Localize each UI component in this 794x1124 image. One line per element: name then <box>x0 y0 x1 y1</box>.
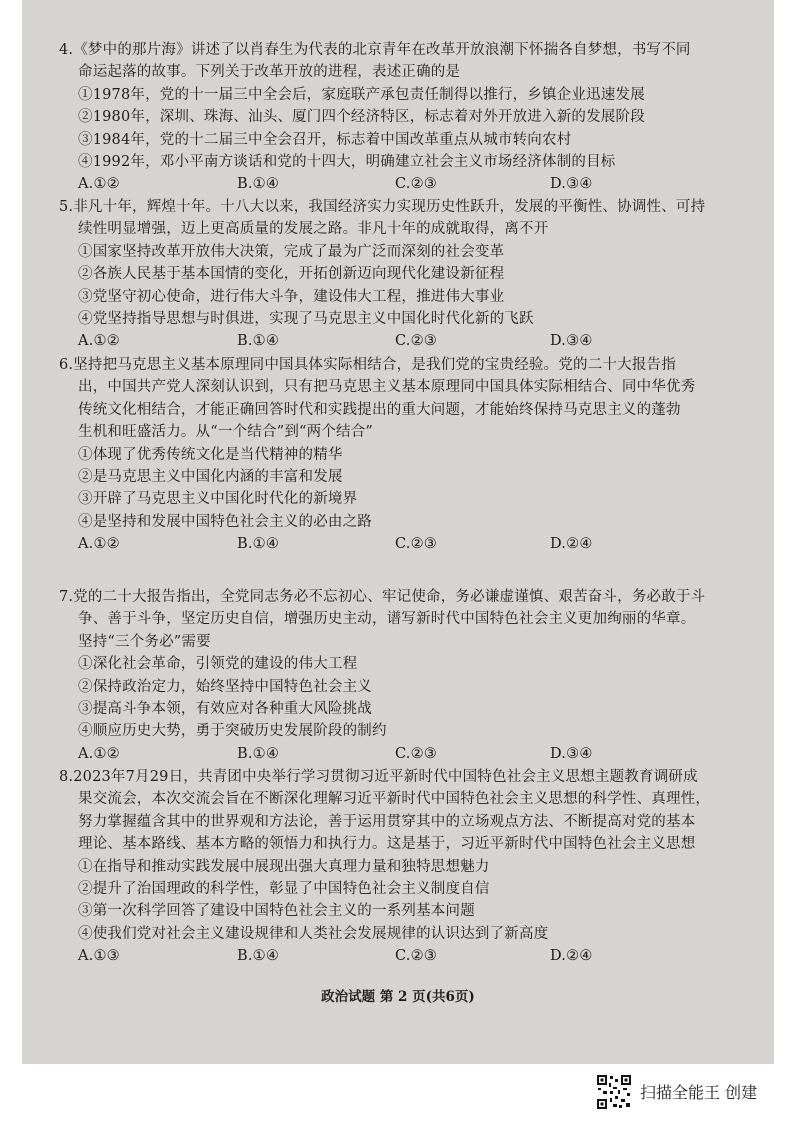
exam-page <box>22 0 774 1064</box>
statement-2: ②各族人民基于基本国情的变化，开拓创新迈向现代化建设新征程 <box>78 266 505 283</box>
question-stem-line: 4.《梦中的那片海》讲述了以肖春生为代表的北京青年在改革开放浪潮下怀揣各自梦想，书写不同 <box>59 42 691 58</box>
question-stem-line: 坚持“三个务必”需要 <box>78 633 211 650</box>
option-c: C.②③ <box>395 745 437 762</box>
question-4 <box>59 39 739 196</box>
question-8 <box>59 766 739 968</box>
option-b: B.①④ <box>237 536 280 553</box>
answer-options <box>59 743 739 765</box>
question-stem-line: 传统文化相结合，才能正确回答时代和实践提出的重大问题，才能始终保持马克思主义的蓬勃 <box>78 401 681 418</box>
statement-1: ①在指导和推动实践发展中展现出强大真理力量和独特思想魅力 <box>78 858 490 875</box>
option-b: B.①④ <box>237 176 280 193</box>
option-d: D.②④ <box>550 948 593 965</box>
question-stem-line: 果交流会，本次交流会旨在不断深化理解习近平新时代中国特色社会主义思想的科学性、真理性， <box>78 791 711 808</box>
statement-3: ③1984年，党的十二届三中全会召开，标志着中国改革重点从城市转向农村 <box>78 131 572 148</box>
option-c: C.②③ <box>395 536 437 553</box>
option-a: A.①③ <box>78 948 120 965</box>
statement-3: ③第一次科学回答了建设中国特色社会主义的一系列基本问题 <box>78 903 475 920</box>
question-stem-line: 出，中国共产党人深刻认识到，只有把马克思主义基本原理同中国具体实际相结合、同中华优秀 <box>78 379 696 396</box>
statement-1: ①深化社会革命，引领党的建设的伟大工程 <box>78 656 358 673</box>
scanner-watermark: 扫描全能王 创建 <box>640 1083 758 1102</box>
statement-3: ③开辟了马克思主义中国化时代化的新境界 <box>78 491 358 508</box>
statement-4: ④使我们党对社会主义建设规律和人类社会发展规律的认识达到了新高度 <box>78 925 549 942</box>
statement-4: ④1992年，邓小平南方谈话和党的十四大，明确建立社会主义市场经济体制的目标 <box>78 153 616 170</box>
option-b: B.①④ <box>237 333 280 350</box>
question-stem-line: 理论、基本路线、基本方略的领悟力和执行力。这是基于，习近平新时代中国特色社会主义思想 <box>78 836 696 853</box>
option-d: D.③④ <box>550 333 593 350</box>
question-stem-line: 生机和旺盛活力。从“一个结合”到“两个结合” <box>78 424 374 441</box>
page-footer: 政治试题 第 2 页(共6页) <box>321 989 475 1005</box>
option-d: D.③④ <box>550 176 593 193</box>
option-a: A.①② <box>78 176 120 193</box>
question-5 <box>59 196 739 353</box>
question-stem-line: 7.党的二十大报告指出，全党同志务必不忘初心、牢记使命，务必谦虚谨慎、艰苦奋斗，务必敢于斗 <box>59 589 706 605</box>
statement-4: ④是坚持和发展中国特色社会主义的必由之路 <box>78 513 372 530</box>
question-6 <box>59 354 739 556</box>
statement-1: ①1978年，党的十一届三中全会后，家庭联产承包责任制得以推行，乡镇企业迅速发展 <box>78 86 645 103</box>
qr-code-icon <box>596 1074 632 1110</box>
statement-3: ③党坚守初心使命，进行伟大斗争，建设伟大工程，推进伟大事业 <box>78 288 505 305</box>
option-a: A.①② <box>78 333 120 350</box>
option-c: C.②③ <box>395 948 437 965</box>
statement-2: ②是马克思主义中国化内涵的丰富和发展 <box>78 468 343 485</box>
option-b: B.①④ <box>237 745 280 762</box>
question-7 <box>59 586 739 765</box>
option-c: C.②③ <box>395 176 437 193</box>
statement-4: ④党坚持指导思想与时俱进，实现了马克思主义中国化时代化新的飞跃 <box>78 310 534 327</box>
option-b: B.①④ <box>237 948 280 965</box>
option-d: D.③④ <box>550 745 593 762</box>
question-stem-line: 续性明显增强，迈上更高质量的发展之路。非凡十年的成就取得，离不开 <box>78 221 549 238</box>
answer-options <box>59 945 739 967</box>
statement-2: ②保持政治定力，始终坚持中国特色社会主义 <box>78 678 372 695</box>
option-a: A.①② <box>78 745 120 762</box>
question-stem-line: 8.2023年7月29日，共青团中央举行学习贯彻习近平新时代中国特色社会主义思想主题教育调研成 <box>59 769 698 785</box>
statement-1: ①体现了优秀传统文化是当代精神的精华 <box>78 446 343 463</box>
question-stem-line: 命运起落的故事。下列关于改革开放的进程，表述正确的是 <box>78 64 461 81</box>
option-c: C.②③ <box>395 333 437 350</box>
statement-1: ①国家坚持改革开放伟大决策，完成了最为广泛而深刻的社会变革 <box>78 243 505 260</box>
question-stem-line: 6.坚持把马克思主义基本原理同中国具体实际相结合，是我们党的宝贵经验。党的二十大报告指 <box>59 357 676 373</box>
answer-options <box>59 330 739 352</box>
statement-3: ③提高斗争本领，有效应对各种重大风险挑战 <box>78 700 372 717</box>
answer-options <box>59 173 739 195</box>
option-a: A.①② <box>78 536 120 553</box>
statement-2: ②提升了治国理政的科学性，彰显了中国特色社会主义制度自信 <box>78 880 490 897</box>
option-d: D.②④ <box>550 536 593 553</box>
answer-options <box>59 533 739 555</box>
question-stem-line: 5.非凡十年，辉煌十年。十八大以来，我国经济实力实现历史性跃升，发展的平衡性、协调性、可持 <box>59 199 706 215</box>
question-stem-line: 争、善于斗争，坚定历史自信，增强历史主动，谱写新时代中国特色社会主义更加绚丽的华章。 <box>78 611 696 628</box>
statement-2: ②1980年，深圳、珠海、汕头、厦门四个经济特区，标志着对外开放进入新的发展阶段 <box>78 109 645 126</box>
statement-4: ④顺应历史大势，勇于突破历史发展阶段的制约 <box>78 723 387 740</box>
question-stem-line: 努力掌握蕴含其中的世界观和方法论，善于运用贯穿其中的立场观点方法、不断提高对党的基本 <box>78 813 696 830</box>
